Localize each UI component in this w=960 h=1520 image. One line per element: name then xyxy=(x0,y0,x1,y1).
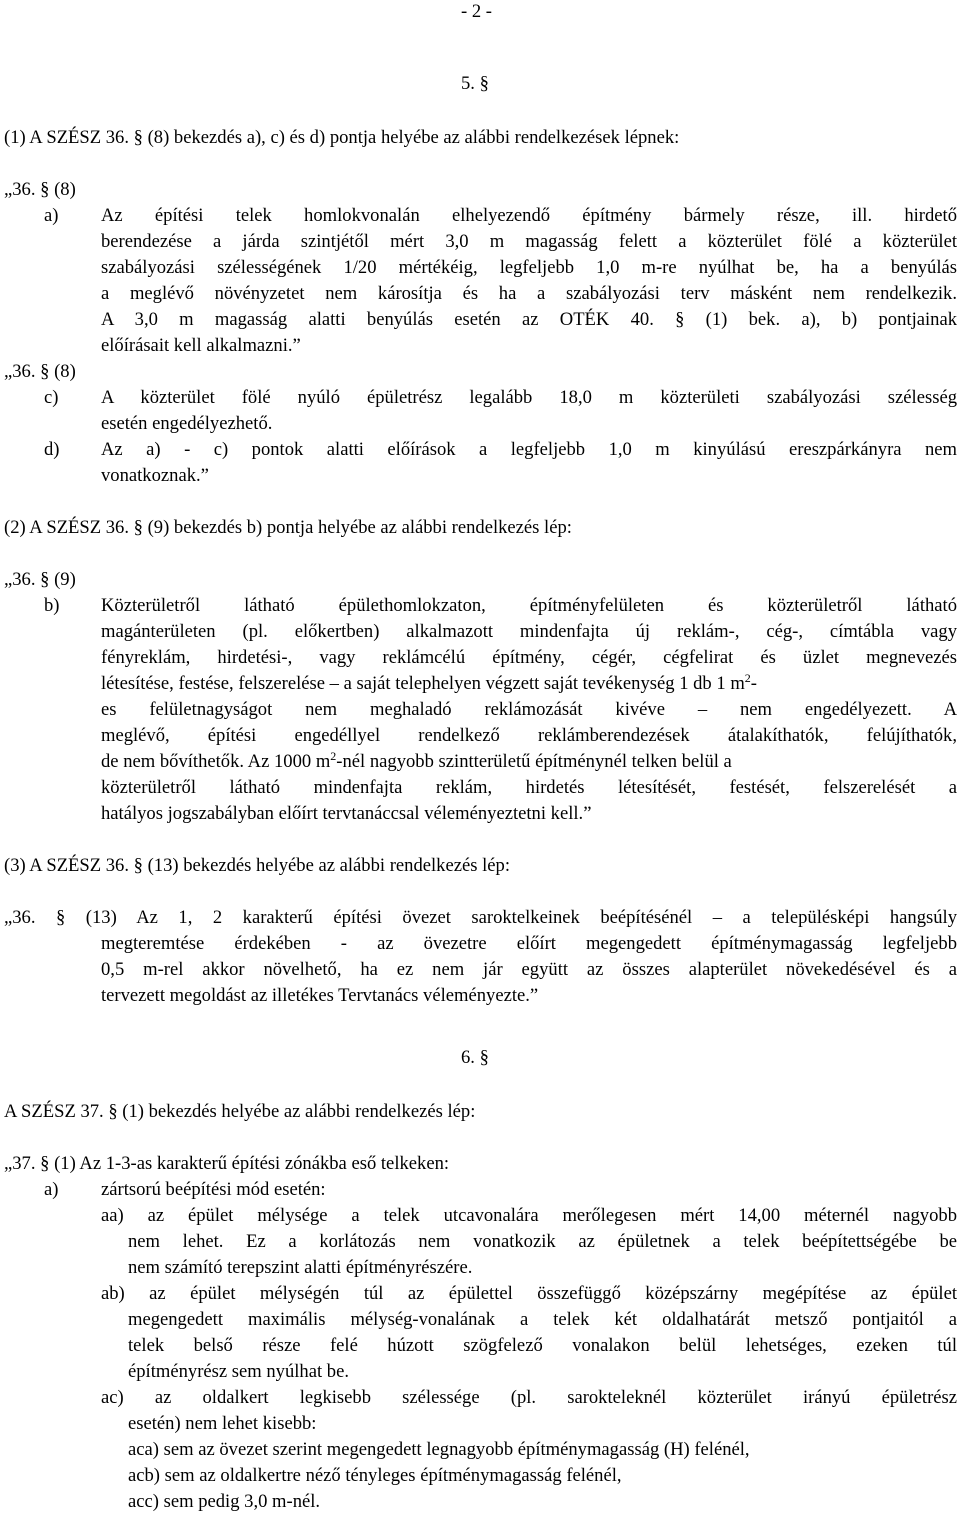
para3-intro: (3) A SZÉSZ 36. § (13) bekezdés helyébe az alábbi rendelkezés lép: xyxy=(4,855,510,876)
para2-b-line-tail: -nél nagyobb szintterületű építménynél telken belül a xyxy=(336,751,732,772)
para2-b-label: b) xyxy=(44,595,60,616)
para4-aca-line: aca) sem az övezet szerint megengedett legnagyobb építménymagasság (H) felénél, xyxy=(128,1439,750,1460)
para4-ab-line: építményrész sem nyúlhat be. xyxy=(128,1361,349,1382)
para2-b-line: közterületről látható mindenfajta reklám, hirdetés létesítését, festését, felszerelését a xyxy=(101,777,957,798)
superscript-2: 2 xyxy=(330,749,337,763)
para2-b-line: fényreklám, hirdetési-, vagy reklámcélú építmény, cégér, cégfelirat és üzlet megnevezés xyxy=(101,647,957,668)
para2-ref-36-9: „36. § (9) xyxy=(4,569,76,590)
para1-a-line: Az építési telek homlokvonalán elhelyezendő építmény bármely része, ill. hirdető xyxy=(101,205,957,226)
para2-intro: (2) A SZÉSZ 36. § (9) bekezdés b) pontja helyébe az alábbi rendelkezés lép: xyxy=(4,517,572,538)
para4-intro: A SZÉSZ 37. § (1) bekezdés helyébe az alábbi rendelkezés lép: xyxy=(4,1101,476,1122)
para2-b-line: hatályos jogszabályban előírt tervtanáccsal véleményeztetni kell.” xyxy=(101,803,592,824)
para1-c-line: A közterület fölé nyúló épületrész legalább 18,0 m közterületi szabályozási szélesség xyxy=(101,387,957,408)
para2-b-line-text: de nem bővíthetők. Az 1000 m xyxy=(101,751,331,772)
para1-ref-36-8: „36. § (8) xyxy=(4,179,76,200)
para4-aa-line: nem számító terepszint alatti építményrészére. xyxy=(128,1257,473,1278)
para1-a-line: berendezése a járda szintjétől mért 3,0 m magasság felett a közterület fölé a közterület xyxy=(101,231,957,252)
para2-b-line: magánterületen (pl. előkertben) alkalmazott mindenfajta új reklám-, cég-, címtábla vagy xyxy=(101,621,957,642)
para2-b-line-text: létesítése, festése, felszerelése – a saját telephelyen végzett saját tevékenység 1 db 1 m xyxy=(101,673,745,694)
page-number: - 2 - xyxy=(461,1,492,22)
para1-c-line: esetén engedélyezhető. xyxy=(101,413,273,434)
para3-line: tervezett megoldást az illetékes Tervtanács véleményezte.” xyxy=(101,985,539,1006)
para4-ab-line: ab) az épület mélységén túl az épülettel összefüggő középszárny megépítése az épület xyxy=(101,1283,957,1304)
para4-a-text: zártsorú beépítési mód esetén: xyxy=(101,1179,326,1200)
para4-ab-line: telek belső része felé húzott szögfelező vonalakon belül lehetséges, ezeken túl xyxy=(128,1335,957,1356)
para4-ref-37-1: „37. § (1) Az 1-3-as karakterű építési zónákba eső telkeken: xyxy=(4,1153,450,1174)
para2-b-line-with-superscript xyxy=(101,749,960,775)
para4-acb-line: acb) sem az oldalkertre néző tényleges építménymagasság felénél, xyxy=(128,1465,622,1486)
para1-a-line: előírásait kell alkalmazni.” xyxy=(101,335,301,356)
para2-b-line: meglévő, építési engedéllyel rendelkező reklámberendezések átalakíthatók, felújíthatók, xyxy=(101,725,957,746)
para3-line: 0,5 m-rel akkor növelhető, ha ez nem jár együtt az összes alapterület növekedésével és a xyxy=(101,959,957,980)
para1-a-line: A 3,0 m magasság alatti benyúlás esetén az OTÉK 40. § (1) bek. a), b) pontjainak xyxy=(101,309,957,330)
para1-ref-36-8: „36. § (8) xyxy=(4,361,76,382)
para4-acc-line: acc) sem pedig 3,0 m-nél. xyxy=(128,1491,321,1512)
para1-a-line: a meglévő növényzetet nem károsítja és ha a szabályozási terv másként nem rendelkezik. xyxy=(101,283,957,304)
para4-aa-line: aa) az épület mélysége a telek utcavonalára merőlegesen mért 14,00 méternél nagyobb xyxy=(101,1205,957,1226)
para1-a-line: szabályozási szélességének 1/20 mértékéig, legfeljebb 1,0 m-re nyúlhat be, ha a benyúlás xyxy=(101,257,957,278)
para1-d-line: Az a) - c) pontok alatti előírások a legfeljebb 1,0 m kinyúlású ereszpárkányra nem xyxy=(101,439,957,460)
para1-a-label: a) xyxy=(44,205,59,226)
superscript-2: 2 xyxy=(744,671,751,685)
section-heading-5: 5. § xyxy=(461,73,489,94)
para4-aa-line: nem lehet. Ez a korlátozás nem vonatkozik az épületnek a telek beépítettségébe be xyxy=(128,1231,957,1252)
para1-d-line: vonatkoznak.” xyxy=(101,465,209,486)
para2-b-line-with-superscript xyxy=(101,671,960,697)
para1-c-label: c) xyxy=(44,387,59,408)
para4-ac-line: ac) az oldalkert legkisebb szélessége (pl. sarokteleknél közterület irányú épületrész xyxy=(101,1387,957,1408)
para4-a-label: a) xyxy=(44,1179,59,1200)
para4-ac-line: esetén) nem lehet kisebb: xyxy=(128,1413,317,1434)
para3-line: „36. § (13) Az 1, 2 karakterű építési övezet saroktelkeinek beépítésénél – a településképi hangsúly xyxy=(4,907,957,928)
para1-d-label: d) xyxy=(44,439,60,460)
para2-b-line-tail: - xyxy=(750,673,757,694)
para1-intro: (1) A SZÉSZ 36. § (8) bekezdés a), c) és d) pontja helyébe az alábbi rendelkezések lépnek: xyxy=(4,127,680,148)
section-heading-6: 6. § xyxy=(461,1047,489,1068)
para2-b-line: Közterületről látható épülethomlokzaton, építményfelületen és közterületről látható xyxy=(101,595,957,616)
para3-line: megteremtése érdekében - az övezetre előírt megengedett építménymagasság legfeljebb xyxy=(101,933,957,954)
para2-b-line: es felületnagyságot nem meghaladó reklámozását kivéve – nem engedélyezett. A xyxy=(101,699,957,720)
para4-ab-line: megengedett maximális mélység-vonalának a telek két oldalhatárát metsző pontjaitól a xyxy=(128,1309,957,1330)
